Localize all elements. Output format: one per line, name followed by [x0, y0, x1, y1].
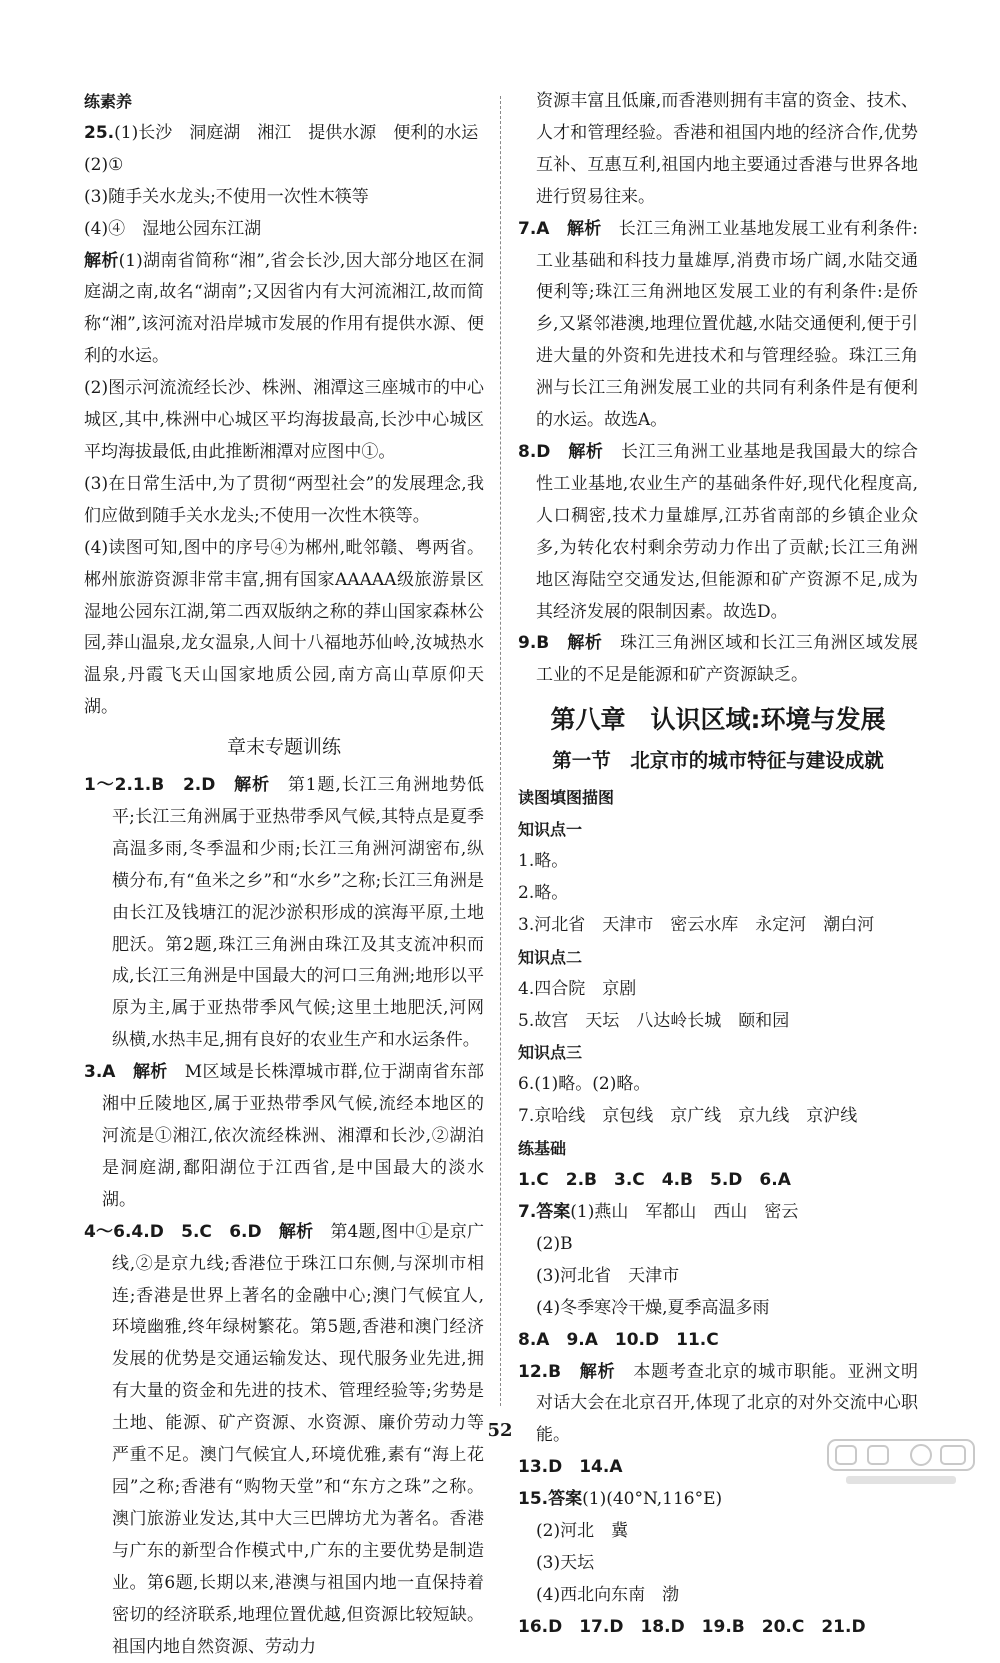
knowledge-answer-2: 2.略。 — [518, 882, 569, 903]
column-divider — [500, 96, 501, 1406]
basic-answer-7-head: 7.答案(1)燕山 军都山 西山 密云 — [518, 1202, 799, 1222]
basic-answers-1-6: 1.C 2.B 3.C 4.B 5.D 6.A — [518, 1170, 791, 1191]
basic-answers-13-14: 13.D 14.A — [518, 1457, 623, 1478]
knowledge-answer-1: 1.略。 — [518, 851, 569, 872]
q25-explanation-3: (3)在日常生活中,为了贯彻“两型社会”的发展理念,我们应做到随手关水龙头;不使用一次性木筷等。 — [84, 473, 484, 526]
q25-answer-4: (4)④ 湿地公园东江湖 — [84, 218, 262, 239]
heading-lian-su-yang: 练素养 — [84, 92, 133, 111]
section-title: 第一节 北京市的城市特征与建设成就 — [552, 749, 884, 773]
right-column — [518, 86, 918, 1644]
basic-answers-8-11: 8.A 9.A 10.D 11.C — [518, 1329, 719, 1350]
knowledge-answer-7: 7.京哈线 京包线 京广线 京九线 京沪线 — [518, 1106, 858, 1127]
q25-explanation-2: (2)图示河流流经长沙、株洲、湘潭这三座城市的中心城区,其中,株洲中心城区平均海拔最高,长沙中心城区平均海拔最低,由此推断湘潭对应图中①。 — [84, 378, 484, 462]
q25-answer-3: (3)随手关水龙头;不使用一次性木筷等 — [84, 186, 369, 207]
basic-answer-7-3: (3)河北省 天津市 — [536, 1265, 680, 1286]
q1-2-answer: 1～2.1.B 2.D 解析 第1题,长江三角洲地势低平;长江三角洲属于亚热带季风气候,其特点是夏季高温多雨,冬季温和少雨;长江三角洲河湖密布,纵横分布,有“鱼米之乡”和“水乡”之称;长江三角洲是由长江及钱塘江的泥沙淤积形成的滨海平原,土地肥沃。第2题,珠江三角洲由珠江及其支流冲积而成,长江三角洲是中国最大的河口三角洲;地形以平原为主,属于亚热带季风气候;这里土地肥沃,河网纵横,水热丰足,拥有良好的农业生产和水运条件。 — [84, 775, 485, 1051]
page-number: 52 — [487, 1420, 513, 1441]
knowledge-answer-3: 3.河北省 天津市 密云水库 永定河 潮白河 — [518, 914, 875, 935]
heading-lian-ji-chu: 练基础 — [518, 1139, 567, 1159]
q9-answer: 9.B 解析 珠江三角洲区域和长江三角洲区域发展工业的不足是能源和矿产资源缺乏。 — [518, 633, 919, 686]
q6-continuation: 资源丰富且低廉,而香港则拥有丰富的资金、技术、人才和管理经验。香港和祖国内地的经济合作,优势互补、互惠互利,祖国内地主要通过香港与世界各地进行贸易往来。 — [536, 91, 918, 207]
q3-answer: 3.A 解析 M区域是长株潭城市群,位于湖南省东部湘中丘陵地区,属于亚热带季风气候,流经本地区的河流是①湘江,依次流经株洲、湘潭和长沙,②湖泊是洞庭湖,鄱阳湖位于江西省,是中国最大的淡水湖。 — [84, 1062, 485, 1210]
basic-answer-7-2: (2)B — [536, 1233, 573, 1254]
basic-answer-12: 12.B 解析 本题考查北京的城市职能。亚洲文明对话大会在北京召开,体现了北京的对外交流中心职能。 — [518, 1361, 919, 1446]
knowledge-answer-6: 6.(1)略。(2)略。 — [518, 1074, 651, 1095]
q25-explanation-4: (4)读图可知,图中的序号④为郴州,毗邻赣、粤两省。郴州旅游资源非常丰富,拥有国家AAAAA级旅游景区湿地公园东江湖,第二西双版纳之称的莽山国家森林公园,莽山温泉,龙女温泉,人间十八福地苏仙岭,汝城热水温泉,丹霞飞天山国家地质公园,南方高山草原仰天湖。 — [84, 537, 484, 718]
chapter-title: 第八章 认识区域:环境与发展 — [550, 705, 886, 735]
q25-answer-1: 25.(1)长沙 洞庭湖 湘江 提供水源 便利的水运 — [84, 122, 479, 143]
section-title-zhang-mo: 章末专题训练 — [226, 736, 341, 759]
basic-answer-15-3: (3)天坛 — [536, 1552, 595, 1573]
q4-6-answer: 4～6.4.D 5.C 6.D 解析 第4题,图中①是京广线,②是京九线;香港位于珠江口东侧,与深圳市相连;香港是世界上著名的金融中心;澳门气候宜人,环境幽雅,终年绿树繁花。第5题,香港和澳门经济发展的优势是交通运输发达、现代服务业先进,拥有大量的资金和先进的技术、管理经验等;劣势是土地、能源、矿产资源、水资源、廉价劳动力等严重不足。澳门气候宜人,环境优雅,素有“海上花园”之称;香港有“购物天堂”和“东方之珠”之称。澳门旅游业发达,其中大三巴牌坊尤为著名。香港与广东的新型合作模式中,广东的主要优势是制造业。第6题,长期以来,港澳与祖国内地一直保持着密切的经济联系,地理位置优越,但资源比较短缺。祖国内地自然资源、劳动力 — [84, 1221, 484, 1657]
heading-du-tu: 读图填图描图 — [518, 788, 615, 808]
q25-explanation-1: 解析(1)湖南省简称“湘”,省会长沙,因大部分地区在洞庭湖之南,故名“湖南”;又因省内有大河流湘江,故而简称“湘”,该河流对沿岸城市发展的作用有提供水源、便利的水运。 — [84, 250, 484, 367]
q7-answer: 7.A 解析 长江三角洲工业基地发展工业有利条件:工业基础和科技力量雄厚,消费市场广阔,水陆交通便利等;珠江三角洲地区发展工业的有利条件:是侨乡,又紧邻港澳,地理位置优越,水陆交通便利,便于引进大量的外资和先进技术和与管理经验。珠江三角洲与长江三角洲发展工业的共同有利条件是有便利的水运。故选A。 — [518, 218, 918, 431]
basic-answer-15-2: (2)河北 冀 — [536, 1521, 629, 1542]
knowledge-answer-5: 5.故宫 天坛 八达岭长城 颐和园 — [518, 1010, 790, 1031]
q25-answer-2: (2)① — [84, 154, 124, 175]
knowledge-answer-4: 4.四合院 京剧 — [518, 978, 637, 999]
basic-answer-15-head: 15.答案(1)(40°N,116°E) — [518, 1489, 723, 1510]
basic-answer-15-4: (4)西北向东南 渤 — [536, 1584, 680, 1605]
basic-answer-7-4: (4)冬季寒冷干燥,夏季高温多雨 — [536, 1297, 770, 1318]
heading-knowledge-1: 知识点一 — [518, 820, 583, 840]
basic-answers-16-21: 16.D 17.D 18.D 19.B 20.C 21.D — [518, 1616, 866, 1637]
q8-answer: 8.D 解析 长江三角洲工业基地是我国最大的综合性工业基地,农业生产的基础条件好,现代化程度高,人口稠密,技术力量雄厚,江苏省南部的乡镇企业众多,为转化农村剩余劳动力作出了贡献;长江三角洲地区海陆空交通发达,但能源和矿产资源不足,成为其经济发展的限制因素。故选D。 — [518, 441, 919, 622]
heading-knowledge-2: 知识点二 — [518, 947, 583, 967]
watermark-logo-icon — [826, 1438, 976, 1488]
heading-knowledge-3: 知识点三 — [518, 1043, 583, 1063]
